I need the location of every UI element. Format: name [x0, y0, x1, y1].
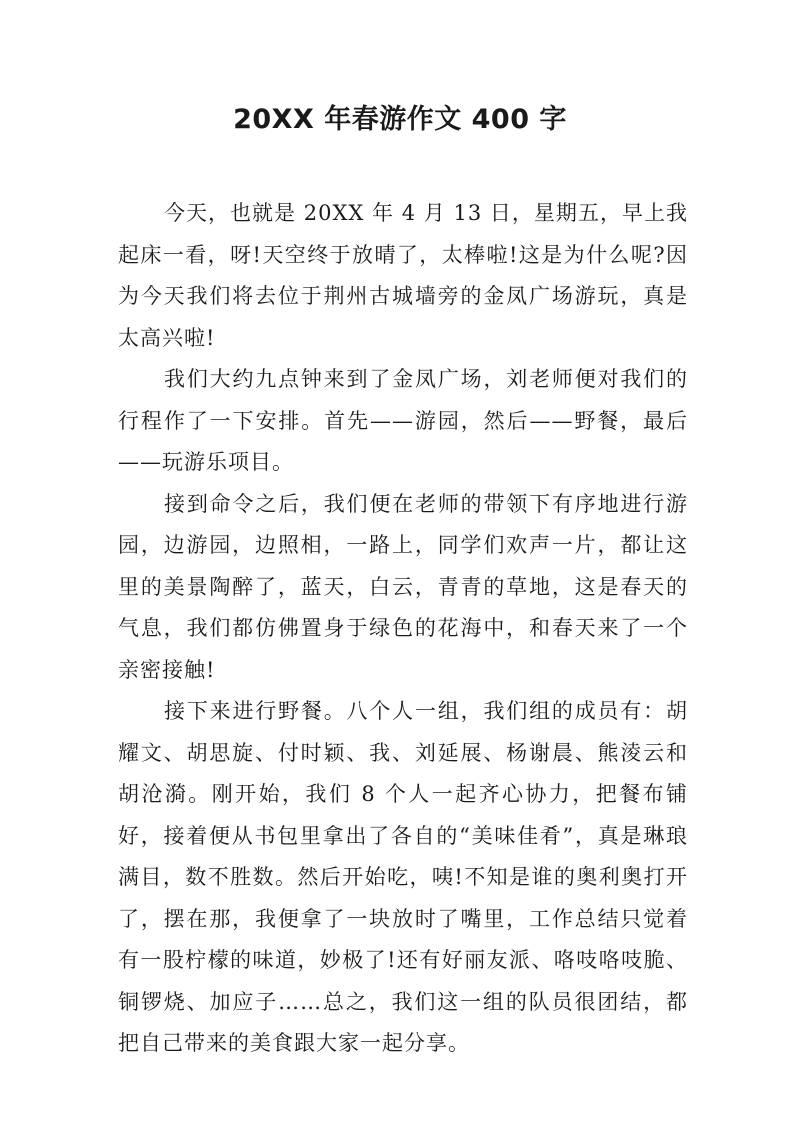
paragraph: 今天，也就是 20XX 年 4 月 13 日，星期五，早上我起床一看，呀!天空终于放晴了，太棒啦!这是为什么呢?因为今天我们将去位于荆州古城墙旁的金凤广场游玩，真是太高兴啦!: [118, 201, 688, 350]
paragraph: 接到命令之后，我们便在老师的带领下有序地进行游园，边游园，边照相，一路上，同学们欢声一片，都让这里的美景陶醉了，蓝天，白云，青青的草地，这是春天的气息，我们都仿佛置身于绿色的花海中，和春天来了一个亲密接触!: [118, 491, 688, 682]
paragraph: 我们大约九点钟来到了金凤广场，刘老师便对我们的行程作了一下安排。首先——游园，然后——野餐，最后——玩游乐项目。: [118, 367, 688, 474]
document-title: 20XX 年春游作文 400 字: [233, 104, 567, 135]
document-body: [118, 193, 688, 1065]
paragraph: 接下来进行野餐。八个人一组，我们组的成员有：胡耀文、胡思旋、付时颖、我、刘延展、杨谢晨、熊淩云和胡沧漪。刚开始，我们 8 个人一起齐心协力，把餐布铺好，接着便从书包里拿出了各自的“美味佳肴”，真是琳琅满目，数不胜数。然后开始吃，咦!不知是谁的奥利奥打开了，摆在那，我便拿了一块放时了嘴里，工作总结只觉着有一股柠檬的味道，妙极了!还有好丽友派、咯吱咯吱脆、铜锣烧、加应子……总之，我们这一组的队员很团结，都把自己带来的美食跟大家一起分享。: [118, 699, 688, 1055]
